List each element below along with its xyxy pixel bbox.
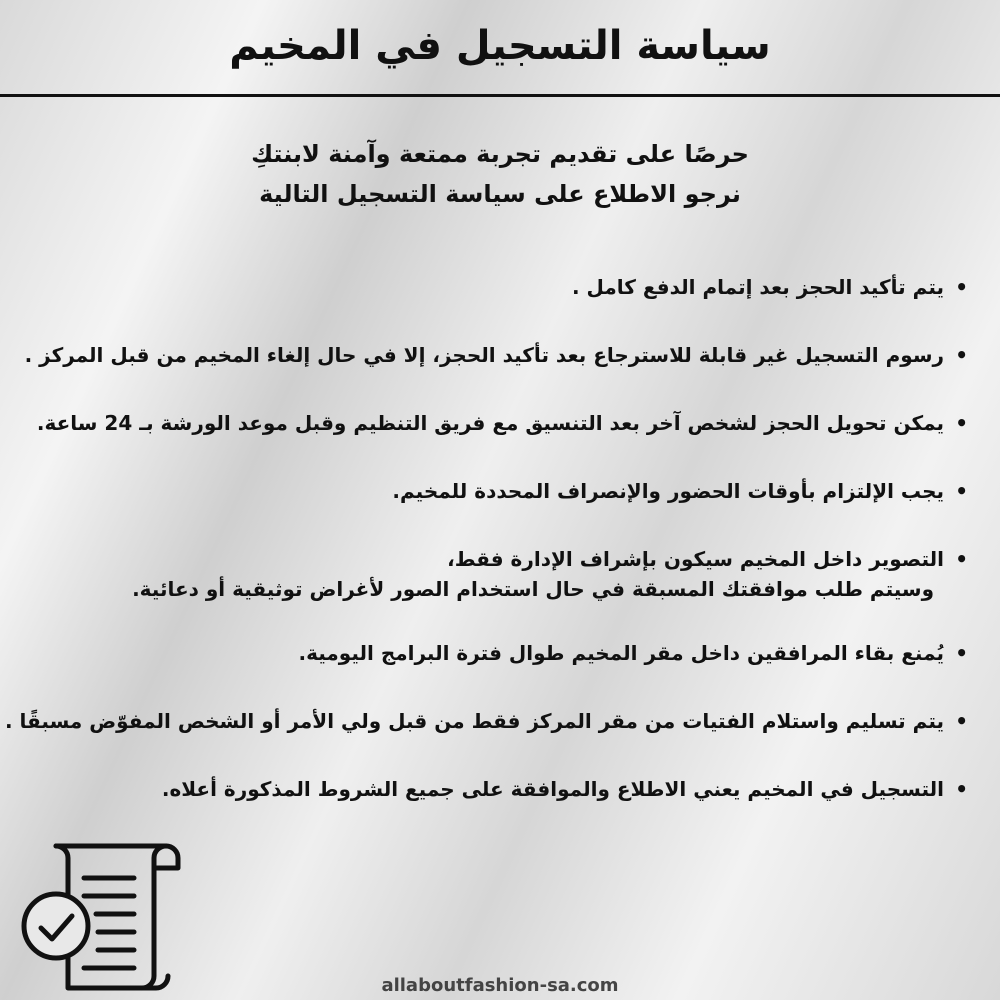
bullet-icon: • bbox=[955, 641, 968, 665]
policy-item bbox=[8, 476, 968, 506]
footer-website: allaboutfashion-sa.com bbox=[381, 975, 619, 996]
intro bbox=[0, 134, 1000, 214]
title-divider bbox=[0, 94, 1000, 97]
page-title: سياسة التسجيل في المخيم bbox=[229, 23, 771, 69]
bullet-icon: • bbox=[955, 479, 968, 503]
policy-item bbox=[8, 408, 968, 438]
policy-item-text: يتم تأكيد الحجز بعد إتمام الدفع كامل . bbox=[571, 275, 944, 299]
policy-item-text: يُمنع بقاء المرافقين داخل مقر المخيم طوال فترة البرامج اليومية. bbox=[298, 641, 944, 665]
policy-item bbox=[8, 638, 968, 668]
policy-item-text: يمكن تحويل الحجز لشخص آخر بعد التنسيق مع فريق التنظيم وقبل موعد الورشة بـ 24 ساعة. bbox=[36, 411, 944, 435]
policy-item-text: يتم تسليم واستلام الفتيات من مقر المركز فقط من قبل ولي الأمر أو الشخص المفوّض مسبقًا . bbox=[4, 709, 944, 733]
policy-item-text: يجب الإلتزام بأوقات الحضور والإنصراف المحددة للمخيم. bbox=[392, 479, 944, 503]
policy-list bbox=[4, 272, 968, 842]
policy-item bbox=[8, 774, 968, 804]
intro-line-1: حرصًا على تقديم تجربة ممتعة وآمنة لابنتكِ bbox=[251, 140, 749, 168]
policy-item-text-continued: وسيتم طلب موافقتك المسبقة في حال استخدام الصور لأغراض توثيقية أو دعائية. bbox=[132, 577, 934, 601]
policy-item-text: التصوير داخل المخيم سيكون بإشراف الإدارة فقط، bbox=[447, 547, 944, 571]
policy-item bbox=[8, 272, 968, 302]
bullet-icon: • bbox=[955, 343, 968, 367]
bullet-icon: • bbox=[955, 709, 968, 733]
policy-item-text: رسوم التسجيل غير قابلة للاسترجاع بعد تأكيد الحجز، إلا في حال إلغاء المخيم من قبل المركز . bbox=[24, 343, 944, 367]
policy-item-text: التسجيل في المخيم يعني الاطلاع والموافقة على جميع الشروط المذكورة أعلاه. bbox=[161, 777, 944, 801]
policy-item bbox=[4, 706, 968, 736]
bullet-icon: • bbox=[955, 777, 968, 801]
intro-line-2: نرجو الاطلاع على سياسة التسجيل التالية bbox=[259, 180, 741, 208]
bullet-icon: • bbox=[955, 411, 968, 435]
policy-item bbox=[8, 544, 968, 604]
bullet-icon: • bbox=[955, 275, 968, 299]
document-checkmark-icon bbox=[16, 838, 186, 998]
bullet-icon: • bbox=[955, 547, 968, 571]
policy-item bbox=[8, 340, 968, 370]
